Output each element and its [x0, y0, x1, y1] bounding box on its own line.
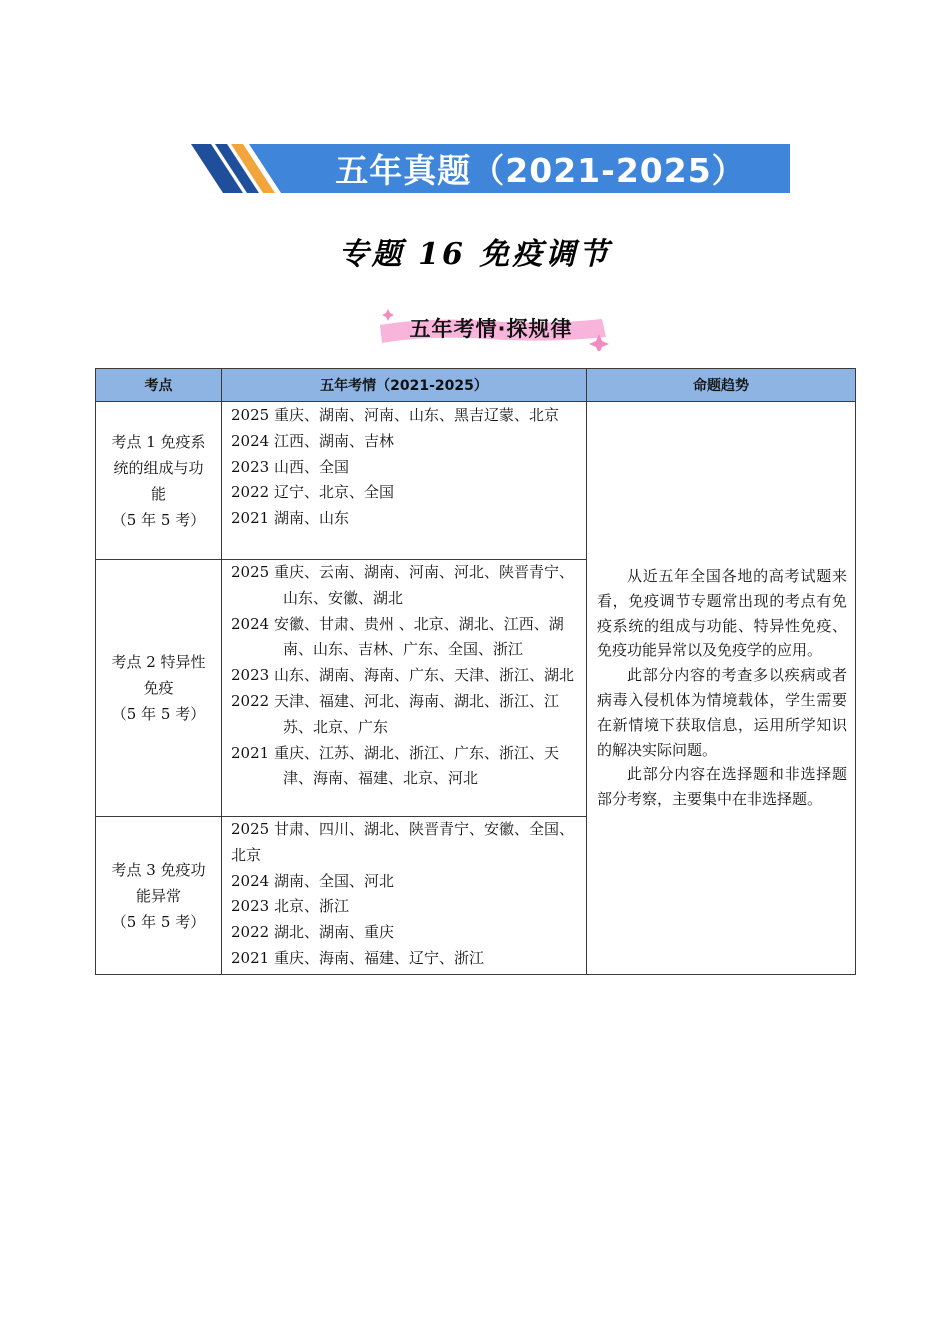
point-line: 考点 1 免疫系 — [111, 432, 206, 451]
banner — [191, 144, 790, 193]
section-tag-label: 五年考情·探规律 — [409, 317, 573, 341]
point-line: 考点 2 特异性 — [111, 653, 206, 671]
year-entry: 2021 重庆、江苏、湖北、浙江、广东、浙江、天津、海南、福建、北京、河北 — [231, 743, 559, 788]
year-entry: 2024 湖南、全国、河北 — [231, 871, 394, 890]
header-trend: 命题趋势 — [587, 369, 856, 402]
trend-paragraph: 从近五年全国各地的高考试题来看，免疫调节专题常出现的考点有免疫系统的组成与功能、特异性免疫、免疫功能异常以及免疫学的应用。 — [597, 567, 847, 660]
year-entry: 2022 天津、福建、河北、海南、湖北、浙江、江苏、北京、广东 — [231, 691, 559, 736]
year-entry: 2022 辽宁、北京、全国 — [231, 483, 394, 502]
years-cell — [222, 402, 587, 560]
year-entry: 2024 安徽、甘肃、贵州 、北京、湖北、江西、湖南、山东、吉林、广东、全国、浙江 — [231, 614, 564, 659]
topic-title: 专题 16 免疫调节 — [338, 237, 612, 272]
trend-paragraph: 此部分内容在选择题和非选择题部分考察，主要集中在非选择题。 — [597, 765, 847, 809]
year-entry: 2022 湖北、湖南、重庆 — [231, 923, 394, 942]
years-cell — [222, 817, 587, 975]
section-tag — [368, 307, 614, 351]
year-entry: 2025 重庆、湖南、河南、山东、黑吉辽蒙、北京 — [231, 406, 559, 424]
point-cell — [96, 560, 222, 817]
point-line: （5 年 5 考） — [111, 912, 206, 931]
years-cell — [222, 560, 587, 817]
point-line: （5 年 5 考） — [111, 705, 206, 723]
header-point: 考点 — [96, 369, 222, 402]
year-entry: 2024 江西、湖南、吉林 — [231, 431, 394, 450]
header-years: 五年考情（2021-2025） — [222, 369, 587, 402]
trend-cell — [587, 402, 856, 975]
banner-title: 五年真题（2021-2025） — [335, 151, 746, 190]
point-line: 能 — [150, 484, 166, 503]
year-entry: 2023 山西、全国 — [231, 457, 349, 476]
year-entry: 2023 山东、湖南、海南、广东、天津、浙江、湖北 — [231, 666, 574, 685]
exam-table — [95, 368, 856, 975]
point-line: 能异常 — [135, 886, 181, 905]
point-cell — [96, 817, 222, 975]
year-entry: 2021 重庆、海南、福建、辽宁、浙江 — [231, 948, 484, 967]
year-entry: 2023 北京、浙江 — [231, 897, 349, 916]
year-entry: 2025 重庆、云南、湖南、河南、河北、陕晋青宁、山东、安徽、湖北 — [231, 563, 574, 607]
table-row — [96, 402, 856, 560]
point-line: 统的组成与功 — [113, 458, 204, 477]
point-cell — [96, 402, 222, 560]
banner-stripes-decoration — [191, 144, 301, 193]
point-line: 免疫 — [143, 679, 174, 697]
year-entry: 2021 湖南、山东 — [231, 509, 349, 528]
point-line: 考点 3 免疫功 — [111, 860, 206, 879]
table-header-row — [96, 369, 856, 402]
trend-paragraph: 此部分内容的考查多以疾病或者病毒入侵机体为情境载体，学生需要在新情境下获取信息，运用所学知识的解决实际问题。 — [597, 666, 847, 759]
year-entry: 2025 甘肃、四川、湖北、陕晋青宁、安徽、全国、北京 — [231, 820, 574, 864]
point-line: （5 年 5 考） — [111, 510, 206, 529]
